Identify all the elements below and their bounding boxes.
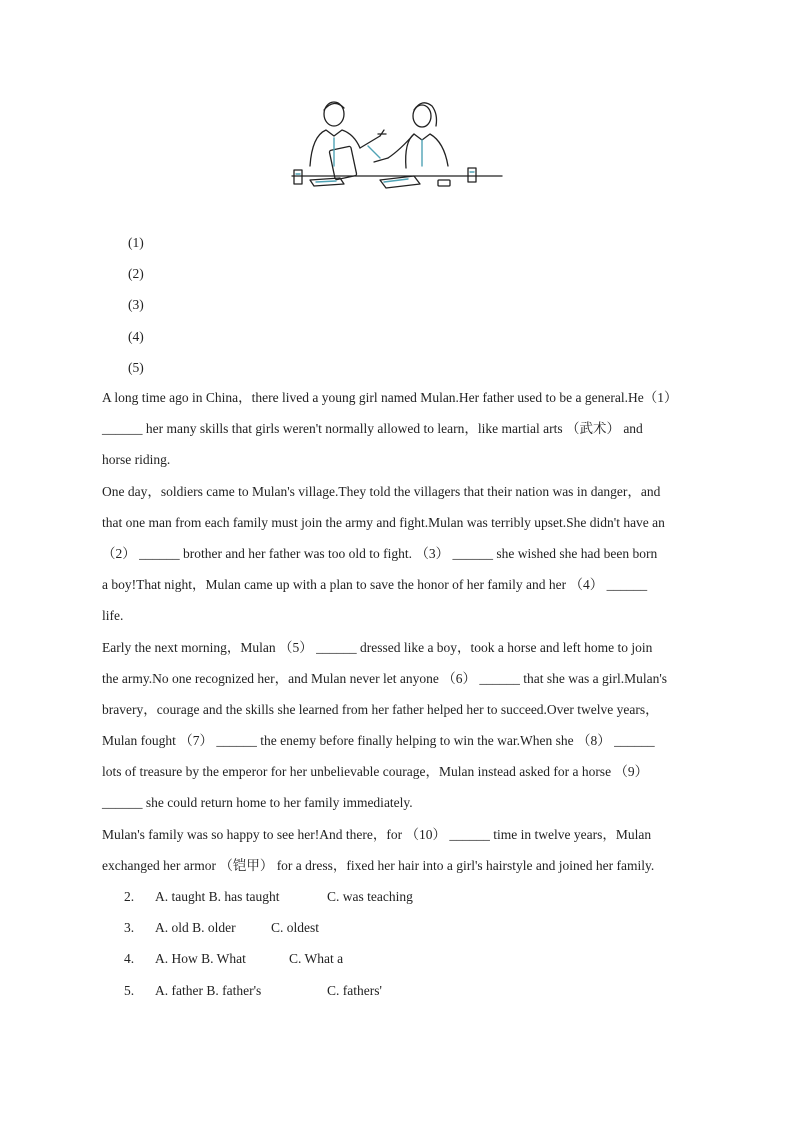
- passage-line: （2） ______ brother and her father was too old to fight. （3） ______ she wished she had been born: [102, 545, 658, 561]
- option-ab: A. How B. What: [155, 951, 246, 967]
- blank-number-5: (5): [128, 359, 144, 375]
- blank-number-list: [128, 233, 144, 389]
- passage-line: the army.No one recognized her，and Mulan never let anyone （6） ______ that she was a girl.Mulan's: [102, 670, 668, 686]
- option-c: C. was teaching: [327, 889, 413, 904]
- passage-line: One day，soldiers came to Mulan's village.They told the villagers that their nation was in danger，and: [102, 483, 661, 499]
- passage-line: ______ she could return home to her family immediately.: [102, 795, 413, 811]
- option-row: [124, 918, 413, 949]
- passage-line: exchanged her armor （铠甲） for a dress，fixed her hair into a girl's hairstyle and joined her family.: [102, 857, 655, 873]
- passage-line: life.: [102, 608, 124, 624]
- option-number: 3.: [124, 920, 135, 936]
- option-number: 2.: [124, 889, 135, 904]
- passage-line: Early the next morning，Mulan （5） ______ dressed like a boy，took a horse and left home to join: [102, 639, 653, 655]
- passage-line: ______ her many skills that girls weren't normally allowed to learn，like martial arts （武术） and: [102, 421, 643, 437]
- option-row: [124, 981, 413, 1012]
- answer-options: [124, 887, 413, 1012]
- option-c: C. What a: [289, 951, 344, 967]
- blank-number-2: (2): [128, 266, 144, 282]
- option-ab: A. taught B. has taught: [155, 889, 280, 904]
- passage-line: that one man from each family must join the army and fight.Mulan was terribly upset.She didn't have an: [102, 514, 665, 530]
- meeting-illustration: [288, 96, 506, 192]
- passage-line: bravery，courage and the skills she learned from her father helped her to succeed.Over twelve years，: [102, 701, 659, 717]
- option-c: C. oldest: [271, 920, 320, 936]
- option-row: [124, 949, 413, 980]
- passage-line: a boy!That night，Mulan came up with a plan to save the honor of her family and her （4） ______: [102, 577, 648, 593]
- blank-number-4: (4): [128, 328, 144, 344]
- passage-line: lots of treasure by the emperor for her unbelievable courage，Mulan instead asked for a horse （9）: [102, 764, 649, 780]
- option-ab: A. father B. father's: [155, 982, 262, 998]
- blank-number-1: (1): [128, 235, 144, 250]
- cloze-passage: [102, 388, 702, 887]
- passage-line: A long time ago in China，there lived a young girl named Mulan.Her father used to be a general.He（1）: [102, 390, 678, 405]
- passage-line: Mulan's family was so happy to see her!And there，for （10） ______ time in twelve years，Mulan: [102, 826, 652, 842]
- option-ab: A. old B. older: [155, 920, 236, 936]
- passage-line: Mulan fought （7） ______ the enemy before finally helping to win the war.When she （8） ______: [102, 733, 655, 749]
- option-number: 4.: [124, 951, 135, 967]
- two-people-meeting-icon: [288, 96, 506, 192]
- passage-line: horse riding.: [102, 452, 171, 468]
- option-row: [124, 887, 413, 918]
- option-c: C. fathers': [327, 982, 382, 998]
- option-number: 5.: [124, 982, 135, 998]
- blank-number-3: (3): [128, 297, 144, 313]
